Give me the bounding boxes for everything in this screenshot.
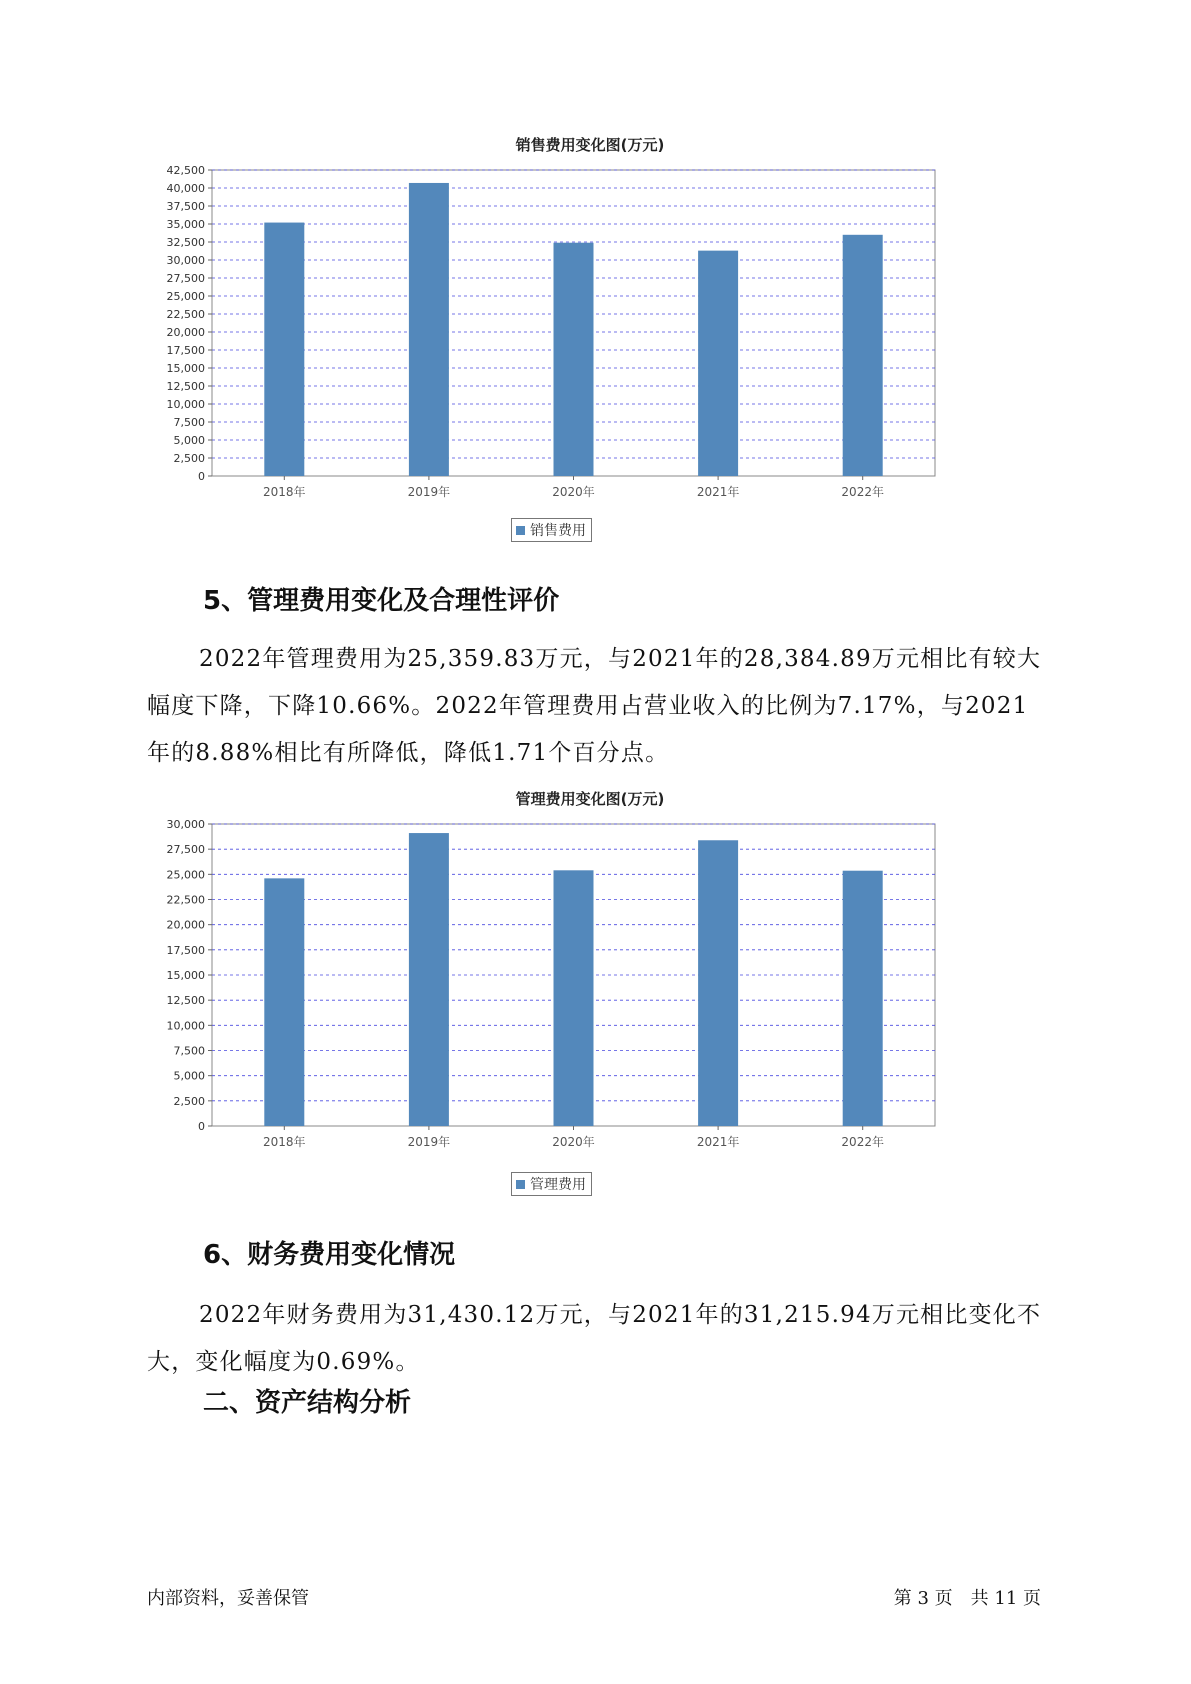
chart-plot <box>140 160 1040 550</box>
y-tick-label: 5,000 <box>173 434 205 447</box>
section-heading-management: 5、管理费用变化及合理性评价 <box>203 586 560 616</box>
y-tick-label: 10,000 <box>166 1019 205 1033</box>
bar <box>554 243 594 476</box>
bar <box>409 833 449 1126</box>
footer-page-number: 第 3 页 共 11 页 <box>893 1588 1041 1609</box>
legend-label: 销售费用 <box>530 523 586 539</box>
y-tick-label: 7,500 <box>173 416 205 429</box>
y-tick-label: 12,500 <box>166 380 205 393</box>
bar <box>843 871 883 1126</box>
finance-paragraph <box>147 1292 1047 1386</box>
paragraph-text: 2022年管理费用为25,359.83万元，与2021年的28,384.89万元相比有较大幅度下降，下降10.66%。2022年管理费用占营业收入的比例为7.17%，与2021年的8.88%相比有所降低，降低1.71个百分点。 <box>147 646 1042 766</box>
section-heading-finance: 6、财务费用变化情况 <box>203 1240 456 1270</box>
y-tick-label: 20,000 <box>166 326 205 339</box>
y-tick-label: 20,000 <box>166 918 205 932</box>
x-tick-label: 2018年 <box>263 1135 306 1149</box>
y-tick-label: 0 <box>198 470 205 483</box>
y-tick-label: 10,000 <box>166 398 205 411</box>
x-tick-label: 2019年 <box>407 1135 451 1149</box>
y-tick-label: 12,500 <box>166 994 205 1008</box>
chart-legend <box>511 518 592 542</box>
legend-swatch <box>516 1180 525 1189</box>
y-tick-label: 15,000 <box>166 362 205 375</box>
paragraph-text: 2022年财务费用为31,430.12万元，与2021年的31,215.94万元相比变化不大，变化幅度为0.69%。 <box>147 1302 1042 1375</box>
x-tick-label: 2019年 <box>407 485 451 499</box>
legend-label: 管理费用 <box>530 1177 586 1193</box>
y-tick-label: 30,000 <box>166 818 205 831</box>
x-tick-label: 2018年 <box>263 485 306 499</box>
chart-title: 管理费用变化图(万元) <box>515 790 665 808</box>
bar <box>554 870 594 1126</box>
y-tick-label: 0 <box>198 1120 205 1133</box>
y-tick-label: 42,500 <box>166 164 205 177</box>
chart-legend <box>511 1172 592 1196</box>
footer-confidential: 内部资料，妥善保管 <box>147 1588 309 1609</box>
bar <box>698 251 738 476</box>
y-tick-label: 22,500 <box>166 893 205 907</box>
management-expense-chart <box>140 784 1040 1204</box>
bar <box>843 235 883 476</box>
y-tick-label: 2,500 <box>173 1094 205 1108</box>
y-tick-label: 5,000 <box>173 1069 205 1083</box>
sales-expense-chart <box>140 130 1040 550</box>
y-tick-label: 7,500 <box>173 1044 205 1058</box>
chart-plot <box>140 814 1040 1204</box>
bar <box>264 223 304 476</box>
y-tick-label: 15,000 <box>166 969 205 982</box>
y-tick-label: 40,000 <box>166 182 205 195</box>
x-tick-label: 2022年 <box>841 485 884 499</box>
y-tick-label: 17,500 <box>166 943 205 957</box>
y-tick-label: 2,500 <box>173 452 205 465</box>
bar <box>409 183 449 476</box>
chart-title: 销售费用变化图(万元) <box>515 136 665 154</box>
y-tick-label: 27,500 <box>166 843 205 857</box>
y-tick-label: 22,500 <box>166 308 205 321</box>
section-heading-assets: 二、资产结构分析 <box>203 1388 412 1418</box>
x-tick-label: 2021年 <box>696 485 740 499</box>
bar <box>264 878 304 1126</box>
x-tick-label: 2020年 <box>552 1135 595 1149</box>
bar <box>698 840 738 1126</box>
legend-swatch <box>516 526 525 535</box>
y-tick-label: 25,000 <box>166 290 205 303</box>
y-tick-label: 32,500 <box>166 236 205 249</box>
management-paragraph <box>147 636 1047 777</box>
y-tick-label: 35,000 <box>166 218 205 231</box>
x-tick-label: 2020年 <box>552 485 595 499</box>
x-tick-label: 2022年 <box>841 1135 884 1149</box>
x-tick-label: 2021年 <box>696 1135 740 1149</box>
y-tick-label: 37,500 <box>166 200 205 213</box>
y-tick-label: 25,000 <box>166 868 205 882</box>
y-tick-label: 27,500 <box>166 272 205 285</box>
y-tick-label: 17,500 <box>166 344 205 357</box>
y-tick-label: 30,000 <box>166 254 205 267</box>
